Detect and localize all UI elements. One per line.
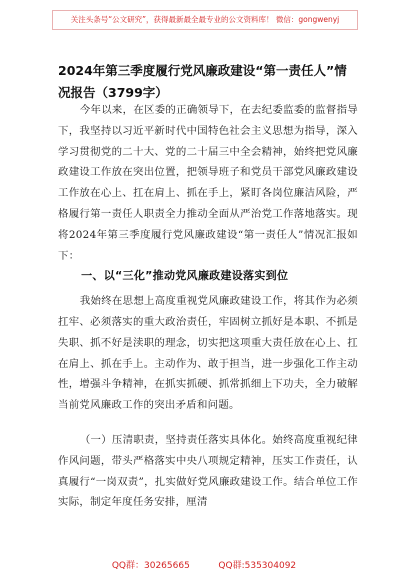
- paragraph-section-1: 我始终在思想上高度重视党风廉政建设工作，将其作为必须扛牢、必须落实的重大政治责任，牢固树立抓好是本职、不抓是失职、抓不好是渎职的理念，切实把这项重大责任放在心上、扛在肩上、抓在手上。主动作为、敢于担当，进一步强化工作主动性，增强斗争精神，在抓实抓硬、抓常抓细上下功夫，全力破解当前党风廉政工作的突出矛盾和问题。: [58, 295, 358, 412]
- document-title: 2024年第三季度履行党风廉政建设“第一责任人”情况报告（3799字）: [58, 63, 347, 100]
- paragraph-subsection-1: （一）压清职责，坚持责任落实具体化。始终高度重视纪律作风问题，带头严格落实中央八项规定精神，压实工作责任，认真履行“一岗双责”，扎实做好党风廉政建设工作。结合单位工作实际，制定年度任务安排，厘清: [58, 433, 358, 509]
- section-heading-1: 一、以“三化”推动党风廉政建设落实到位: [81, 269, 289, 283]
- footer-contacts: [0, 556, 408, 576]
- document-body: [58, 100, 358, 513]
- promo-banner-text: 关注头条号“公文研究”，获得最新最全最专业的公文资料库！ 微信：gongwenyj: [70, 15, 340, 24]
- paragraph-intro: 今年以来，在区委的正确领导下，在去纪委监委的监督指导下，我坚持以习近平新时代中国特色社会主义思想为指导，深入学习贯彻党的二十大、党的二十届三中全会精神，始终把党风廉政建设工作放在突出位置，把领导班子和党员干部党风廉政建设工作放在心上、扛在肩上、抓在手上，紧盯各岗位廉洁风险，严格履行第一责任人职责全力推动全面从严治党工作落地落实。现将2024年第三季度履行党风廉政建设“第一责任人”情况汇报如下：: [58, 104, 358, 262]
- footer-qq-group-1: QQ群：30265665: [111, 561, 190, 571]
- promo-banner[interactable]: [52, 10, 358, 30]
- footer-qq-group-2: QQ群:535304092: [218, 561, 297, 571]
